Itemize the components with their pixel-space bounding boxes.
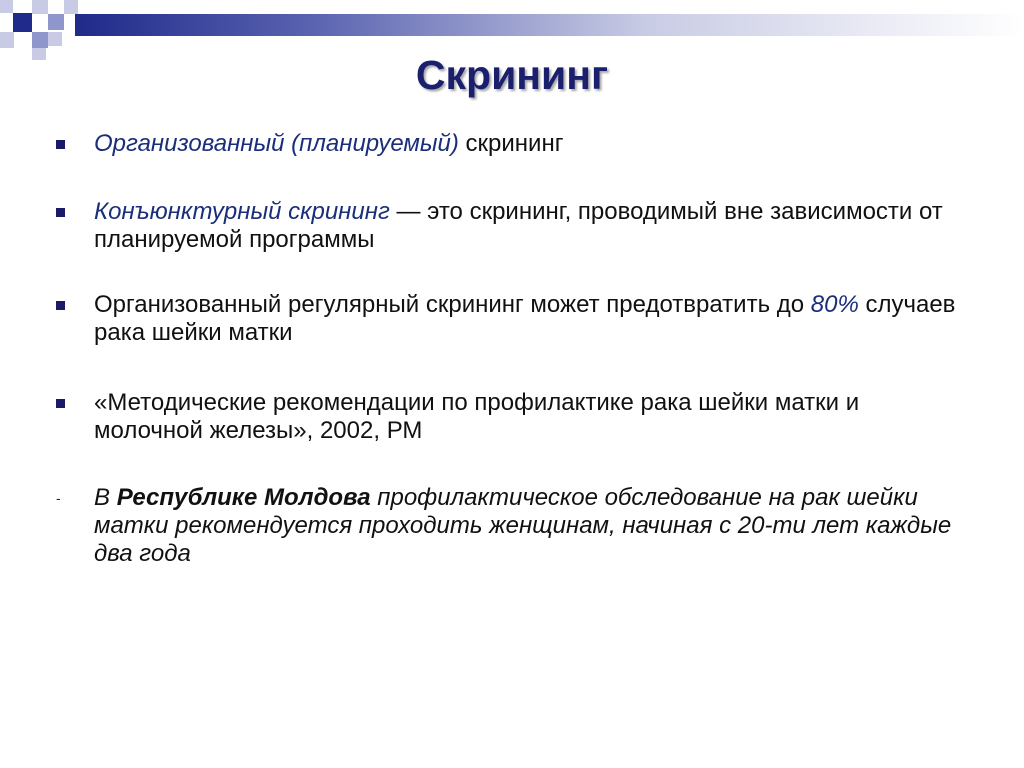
bullet-text: Организованный регулярный скрининг может предотвратить до 80% случаев рака шейки матки xyxy=(94,291,956,346)
bullet-text: В Республике Молдова профилактическое обследование на рак шейки матки рекомендуется проходить женщинам, начиная с 20-ти лет каждые два года xyxy=(94,484,952,567)
bullet-text: «Методические рекомендации по профилактике рака шейки матки и молочной железы», 2002, РМ xyxy=(94,389,860,444)
dash-marker: - xyxy=(56,490,61,506)
bullet-marker xyxy=(56,208,65,217)
bullet-marker xyxy=(56,301,65,310)
bullet-text: Организованный (планируемый) скрининг xyxy=(94,130,564,157)
bullet-marker xyxy=(56,140,65,149)
slide-title: Скрининг xyxy=(415,52,609,98)
bullet-marker xyxy=(56,399,65,408)
bullet-text: Конъюнктурный скрининг — это скрининг, проводимый вне зависимости от планируемой программы xyxy=(94,198,943,253)
